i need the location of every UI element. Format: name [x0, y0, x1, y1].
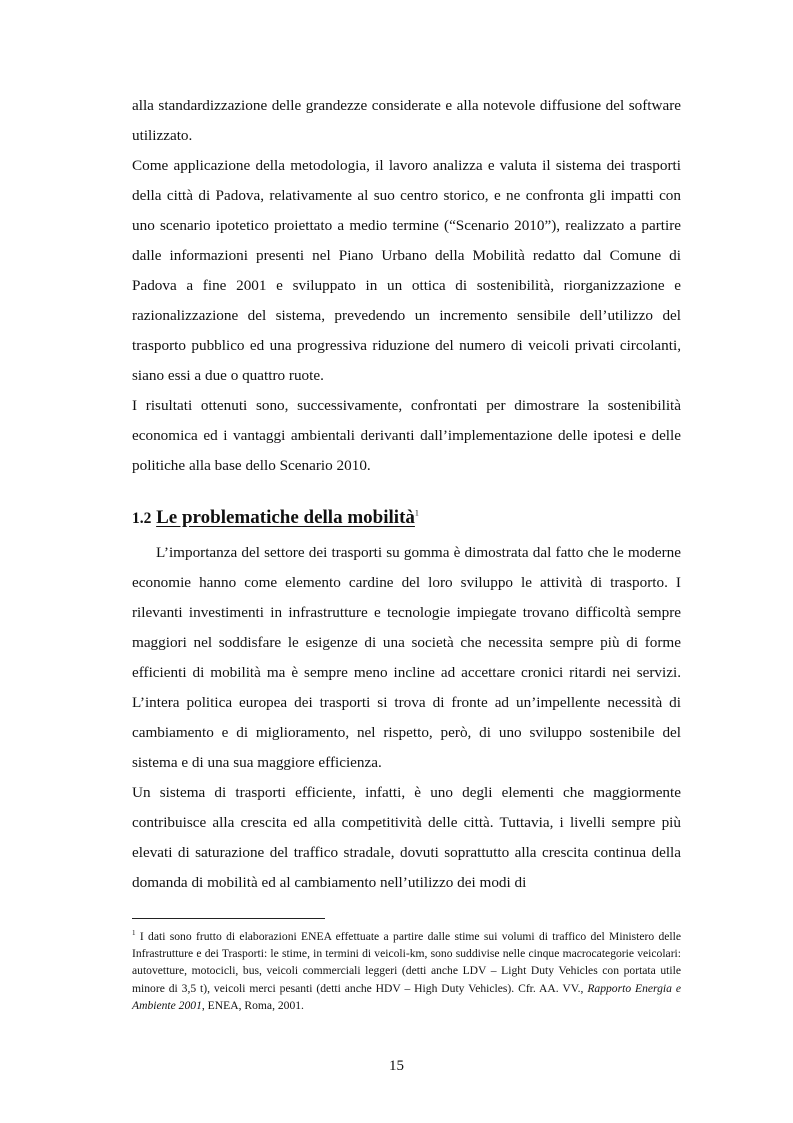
footnote-text-end: , ENEA, Roma, 2001.: [201, 998, 304, 1012]
paragraph: Come applicazione della metodologia, il lavoro analizza e valuta il sistema dei trasporti della città di Padova, relativamente al suo centro storico, e ne confronta gli impatti con uno scenario ipotetico proiettato a medio termine (“Scenario 2010”), realizzato a partire dalle informazioni presenti nel Piano Urbano della Mobilità redatto dal Comune di Padova a fine 2001 e sviluppato in un ottica di sostenibilità, riorganizzazione e razionalizzazione del sistema, prevedendo un incremento sensibile dell’utilizzo del trasporto pubblico ed una progressiva riduzione del numero di veicoli privati circolanti, siano essi a due o quattro ruote.: [132, 157, 681, 384]
footnote-reference[interactable]: 1: [414, 508, 419, 518]
footnote: [132, 928, 681, 1014]
footnote-citation-title: Rapporto Energia e Ambiente 2001: [132, 981, 681, 1012]
section-heading: [132, 503, 681, 534]
footnote-text: I dati sono frutto di elaborazioni ENEA effettuate a partire dalle stime sui volumi di traffico del Ministero delle Infrastrutture e dei Trasporti: le stime, in termini di veicoli-km, sono suddivise nelle cinque macrocategorie veicolari: autovetture, motocicli, bus, veicoli commerciali leggeri (detti anche LDV – Light Duty Vehicles con portata utile minore di 3,5 t), veicoli merci pesanti (detti anche HDV – High Duty Vehicles). Cfr. AA. VV.,: [132, 930, 681, 995]
section-number: 1.2: [132, 510, 152, 527]
footnote-divider: [132, 918, 325, 919]
paragraph: Un sistema di trasporti efficiente, infatti, è uno degli elementi che maggiormente contribuisce alla crescita ed alla competitività delle città. Tuttavia, i livelli sempre più elevati di saturazione del traffico stradale, dovuti soprattutto alla crescita continua della domanda di mobilità ed al cambiamento nell’utilizzo dei modi di: [132, 784, 681, 891]
paragraph: L’importanza del settore dei trasporti su gomma è dimostrata dal fatto che le moderne economie hanno come elemento cardine del loro sviluppo le attività di trasporto. I rilevanti investimenti in infrastrutture e tecnologie impiegate trovano difficoltà sempre maggiori nel soddisfare le esigenze di una società che necessita sempre più di forme efficienti di mobilità ma è sempre meno incline ad accettare cronici ritardi nei servizi. L’intera politica europea dei trasporti si trova di fronte ad un’impellente necessità di cambiamento e di miglioramento, nel rispetto, però, di uno sviluppo sostenibile del sistema e di una sua maggiore efficienza.: [132, 544, 681, 771]
section-title: Le problematiche della mobilità: [156, 507, 415, 528]
paragraph: alla standardizzazione delle grandezze considerate e alla notevole diffusione del software utilizzato.: [132, 97, 681, 144]
paragraph: I risultati ottenuti sono, successivamente, confrontati per dimostrare la sostenibilità economica ed i vantaggi ambientali derivanti dall’implementazione delle ipotesi e delle politiche alla base dello Scenario 2010.: [132, 397, 681, 474]
footnote-marker: 1: [132, 929, 136, 938]
body-text: [132, 91, 681, 898]
page-number: 15: [389, 1058, 404, 1074]
